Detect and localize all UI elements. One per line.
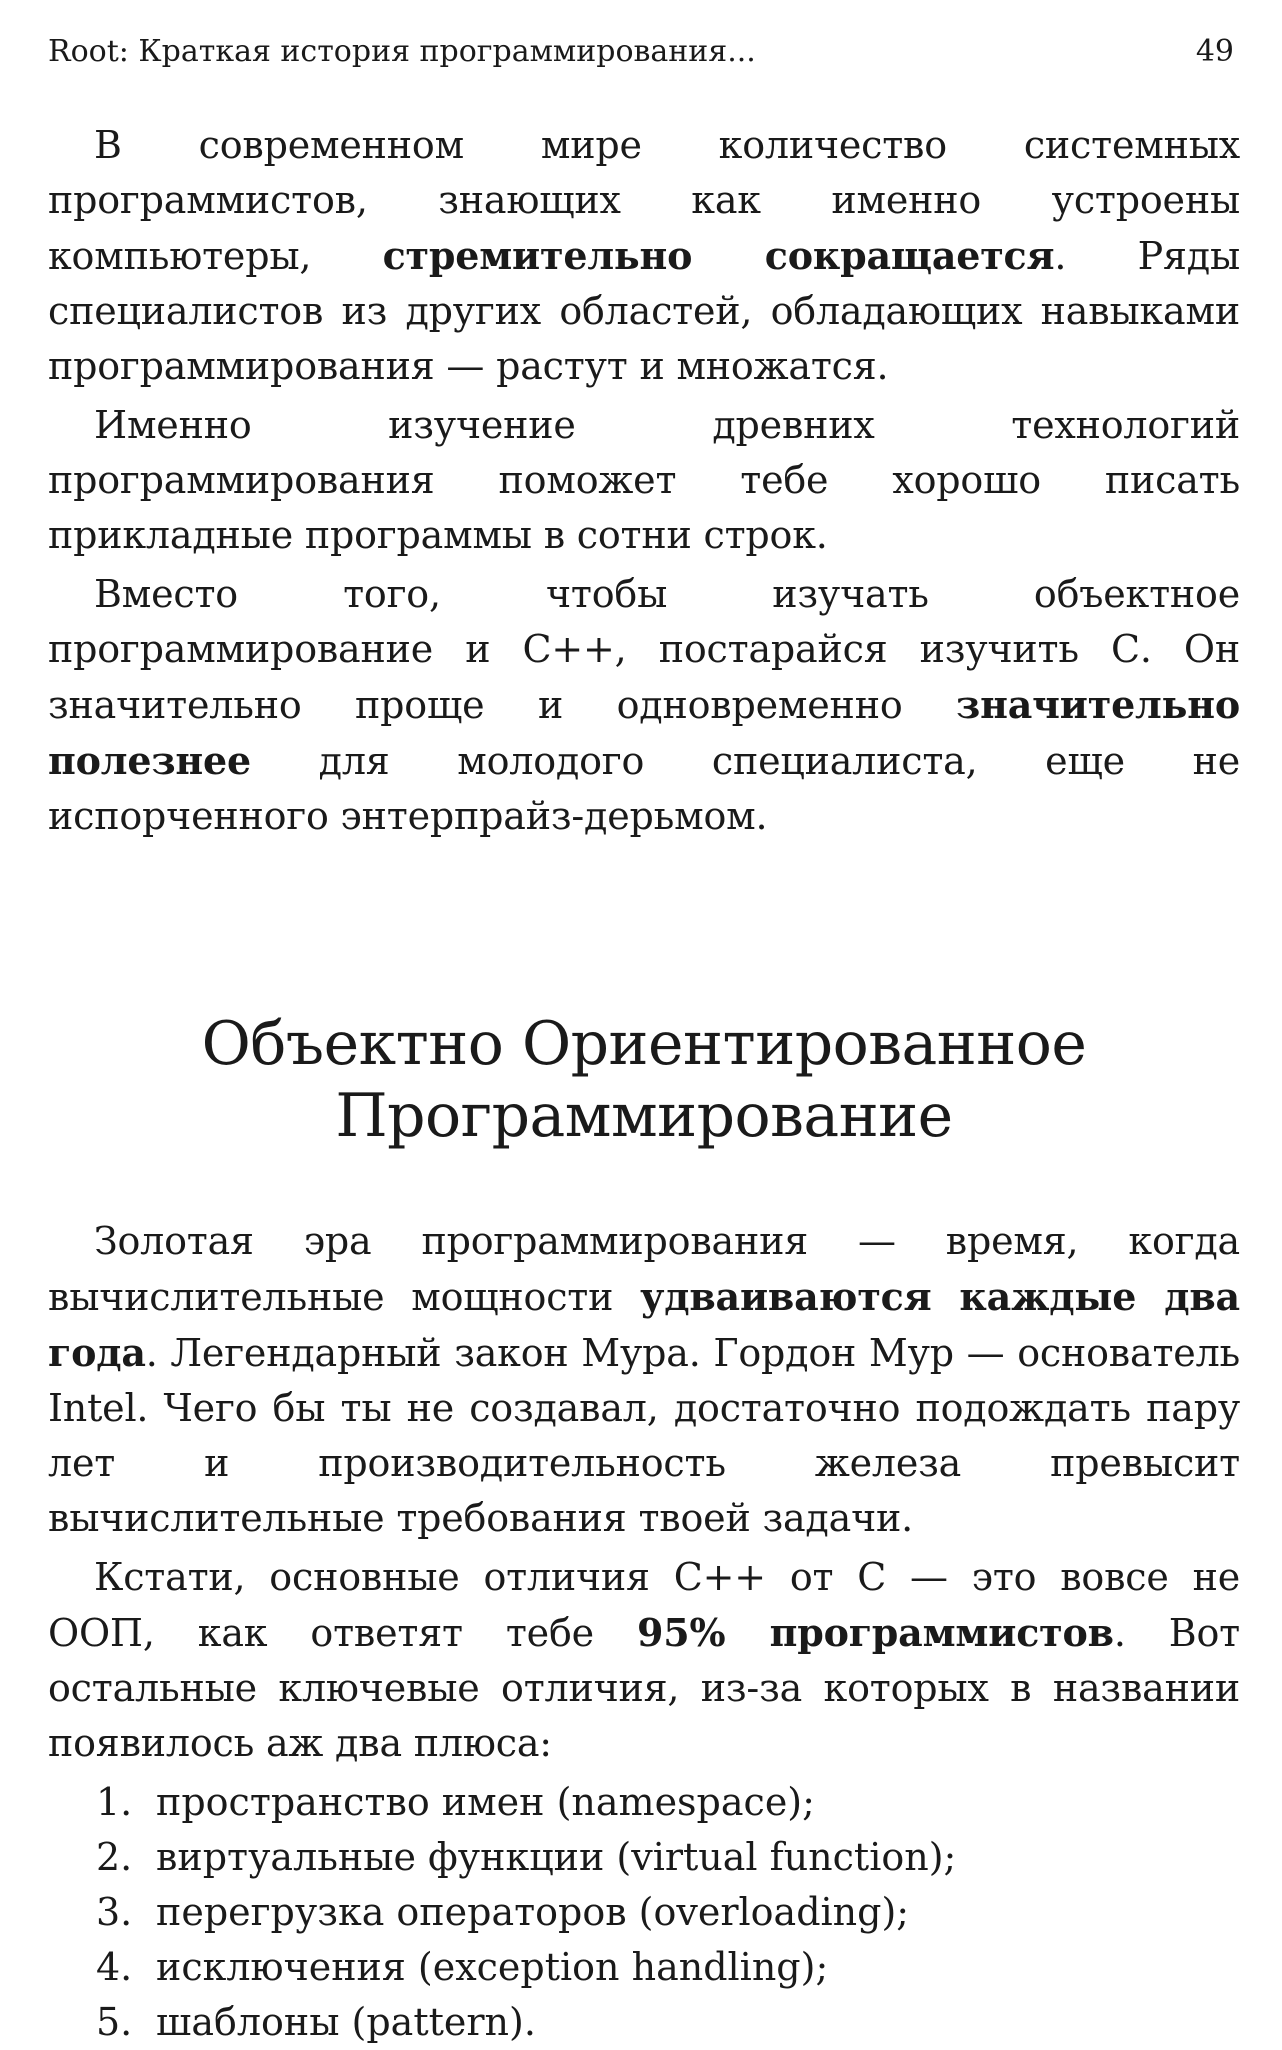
- bold-emphasis: 95% программистов: [636, 1610, 1114, 1655]
- paragraph-text: для молодого специалиста, еще не испорченного энтерпрайз-дерьмом.: [48, 739, 1240, 838]
- paragraph: [48, 118, 1240, 394]
- list-item: [96, 1940, 1240, 1995]
- list-text: шаблоны (pattern).: [156, 2000, 536, 2044]
- list-text: перегрузка операторов (overloading);: [156, 1890, 910, 1934]
- list-number: 2.: [96, 1835, 133, 1879]
- paragraph-text: В современном мире количество системных программистов, знающих как именно устроены компьютеры,: [48, 123, 1240, 278]
- bold-emphasis: стремительно сокращается: [382, 233, 1055, 278]
- page-number: 49: [1195, 34, 1234, 69]
- heading-line: Объектно Ориентированное: [201, 1009, 1087, 1079]
- list-text: виртуальные функции (virtual function);: [156, 1835, 957, 1879]
- paragraph-text: . Легендарный закон Мура. Гордон Мур — основатель Intel. Чего бы ты не создавал, достаточно подождать пару лет и производительность железа превысит вычислительные требования твоей задачи.: [48, 1331, 1240, 1540]
- list-item: [96, 1830, 1240, 1885]
- list-number: 1.: [96, 1780, 133, 1824]
- list-item: [96, 1885, 1240, 1940]
- paragraph-text: . Вот остальные ключевые отличия, из-за которых в названии появилось аж два плюса:: [48, 1611, 1240, 1765]
- list-text: исключения (exception handling);: [156, 1945, 829, 1989]
- bold-emphasis: удваиваются каждые два года: [48, 1274, 1240, 1375]
- list-number: 5.: [96, 2000, 133, 2044]
- book-page: [48, 32, 1240, 2050]
- paragraph: [48, 567, 1240, 844]
- list-item: [96, 1995, 1240, 2050]
- running-title: Root: Краткая история программирования...: [48, 34, 756, 69]
- paragraph-text: Золотая эра программирования — время, когда вычислительные мощности: [48, 1219, 1240, 1319]
- heading-line: Программирование: [335, 1081, 953, 1151]
- list-number: 3.: [96, 1890, 133, 1934]
- section-heading: [48, 1008, 1240, 1152]
- paragraph-text: Кстати, основные отличия С++ от С — это вовсе не ООП, как ответят тебе: [48, 1555, 1240, 1655]
- list-text: пространство имен (namespace);: [156, 1780, 815, 1824]
- running-header: [48, 32, 1240, 72]
- feature-list: [48, 1775, 1240, 2050]
- list-number: 4.: [96, 1945, 133, 1989]
- paragraph: Именно изучение древних технологий программирования поможет тебе хорошо писать прикладные программы в сотни строк.: [48, 403, 1240, 557]
- paragraph-text: . Ряды специалистов из других областей, обладающих навыками программирования — растут и множатся.: [48, 234, 1240, 388]
- bold-emphasis: значительно полезнее: [48, 682, 1240, 783]
- paragraph: [48, 1214, 1240, 1546]
- section-spacer: [48, 848, 1240, 1008]
- list-item: [96, 1775, 1240, 1830]
- paragraph-text: Вместо того, чтобы изучать объектное программирование и С++, постарайся изучить С. Он значительно проще и одновременно: [48, 572, 1240, 727]
- paragraph: [48, 1550, 1240, 1771]
